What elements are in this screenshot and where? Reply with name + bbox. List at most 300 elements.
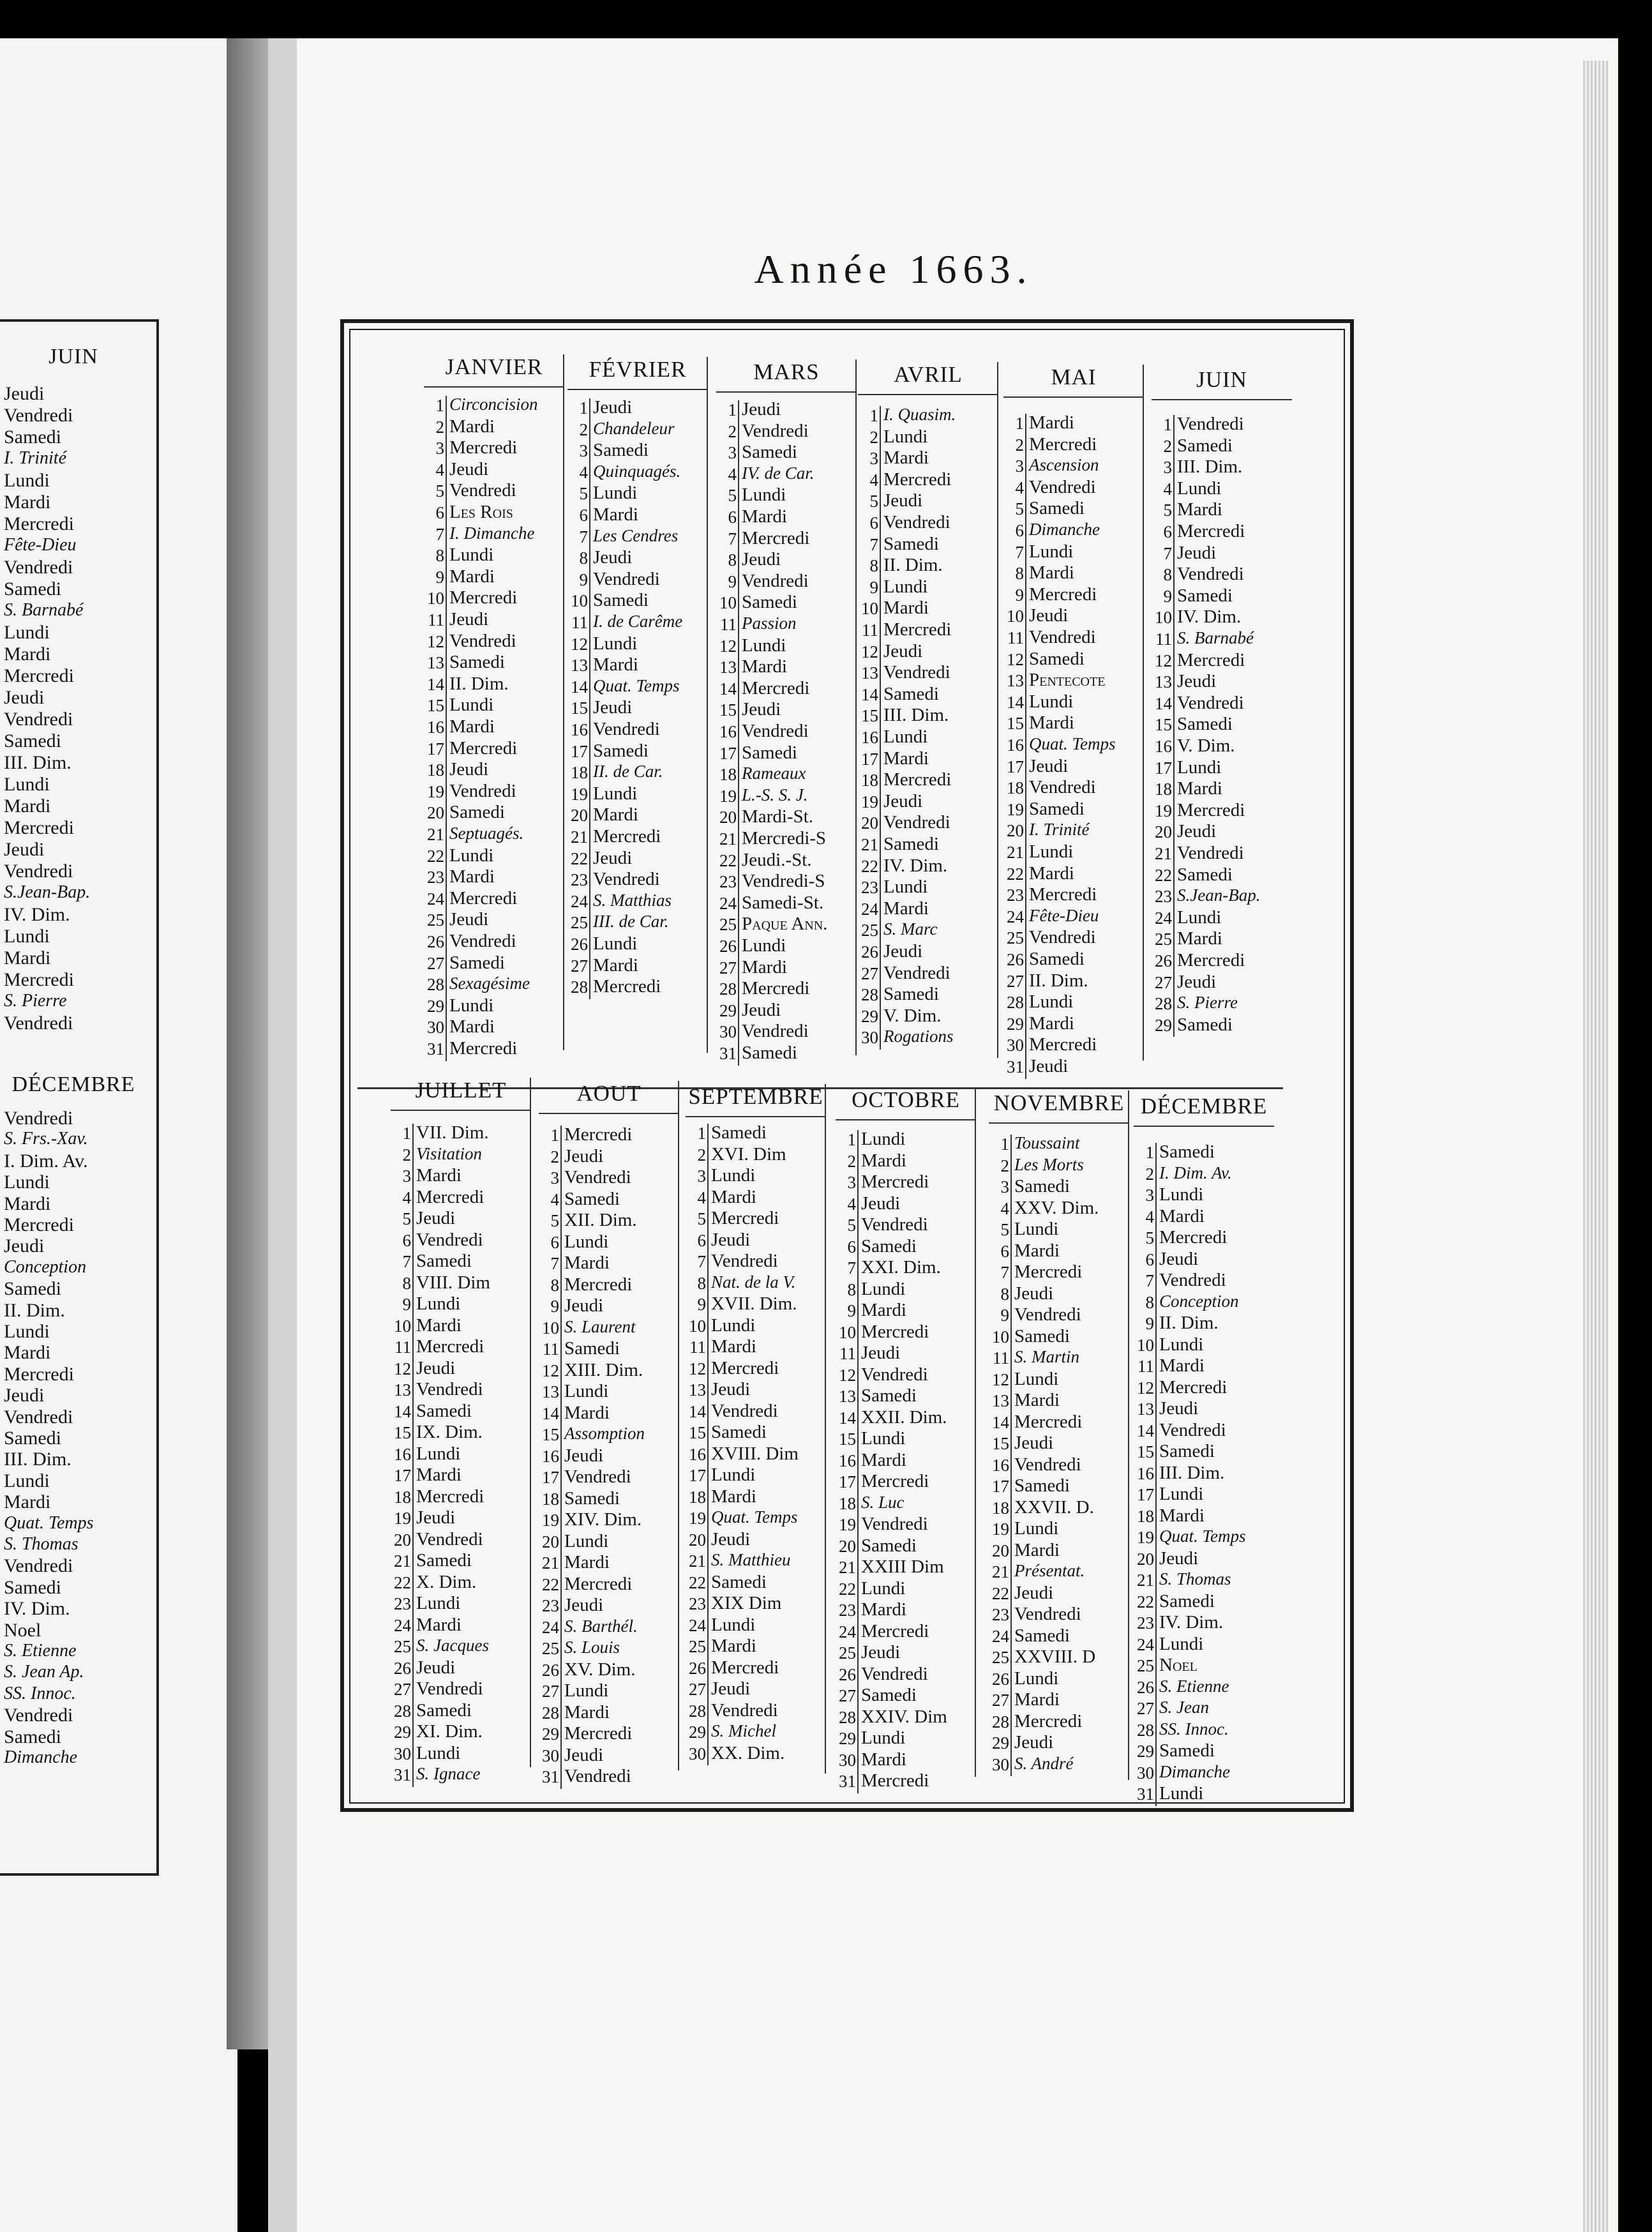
left-day-name: Vendredi [4, 1013, 73, 1034]
day-number: 2 [1163, 436, 1172, 456]
left-day-name: Mercredi [4, 1214, 74, 1235]
day-number: 4 [1000, 1198, 1009, 1218]
day-name: Présentat. [1014, 1561, 1085, 1580]
day-name: Quat. Temps [1029, 734, 1116, 753]
day-number: 14 [992, 1412, 1009, 1432]
day-name: Lundi [883, 877, 928, 898]
day-name: Mercredi [1014, 1411, 1083, 1432]
day-name: Jeudi [861, 1642, 901, 1663]
day-name: Quinquagés. [593, 461, 681, 481]
left-day-name: Lundi [4, 774, 50, 795]
day-number: 14 [1137, 1421, 1154, 1440]
day-number: 24 [839, 1622, 856, 1641]
day-number: 13 [571, 656, 588, 675]
day-number: 9 [550, 1297, 559, 1316]
day-name: Mercredi [1029, 1034, 1097, 1055]
day-name: S. Louis [564, 1638, 620, 1657]
day-number: 31 [542, 1767, 559, 1786]
day-name: S. Etienne [1159, 1676, 1229, 1696]
day-number: 26 [571, 935, 588, 954]
day-name: Mardi-St. [742, 806, 813, 827]
day-number: 18 [1137, 1506, 1154, 1526]
day-number: 22 [1137, 1592, 1154, 1611]
day-number: 4 [1163, 479, 1172, 499]
day-name: Mercredi [449, 437, 518, 458]
day-number: 30 [839, 1750, 856, 1770]
day-number: 29 [839, 1729, 856, 1748]
day-number: 27 [719, 958, 737, 977]
day-name: Lundi [593, 633, 638, 654]
day-number: 5 [1145, 1228, 1154, 1248]
day-name: Lundi [883, 576, 928, 597]
day-number: 6 [697, 1230, 706, 1250]
day-name: Vendredi [861, 1663, 928, 1684]
day-number: 8 [1000, 1284, 1009, 1304]
day-name: Samedi [416, 1251, 472, 1271]
day-name: Jeudi [449, 909, 489, 930]
day-name: Mardi [1177, 928, 1222, 949]
day-number: 10 [542, 1318, 559, 1338]
day-name: Vendredi [564, 1766, 631, 1786]
day-name: Mercredi [416, 1186, 484, 1207]
day-number: 3 [1000, 1177, 1009, 1196]
day-number: 18 [394, 1487, 411, 1507]
left-day-name: Jeudi [4, 687, 45, 708]
day-number: 8 [435, 546, 444, 566]
day-number-rule [1155, 1143, 1157, 1806]
day-number: 21 [839, 1558, 856, 1577]
day-number: 2 [697, 1145, 706, 1165]
left-day-name: Samedi [4, 1278, 61, 1300]
day-name: Septuagés. [449, 824, 524, 843]
day-name: Jeudi [861, 1193, 901, 1214]
day-name: Samedi [861, 1235, 917, 1256]
day-name: Samedi [861, 1385, 917, 1406]
day-number: 29 [1137, 1742, 1154, 1761]
column-separator [563, 354, 564, 1050]
day-number: 16 [394, 1444, 411, 1464]
month-title: SEPTEMBRE [688, 1084, 823, 1109]
day-name: Lundi [416, 1742, 461, 1763]
day-name: Mardi [883, 448, 929, 469]
left-day-name: Jeudi [4, 383, 45, 404]
left-day-name: Lundi [4, 1470, 50, 1491]
day-number: 9 [1015, 585, 1024, 605]
day-number: 14 [861, 684, 878, 704]
day-number: 10 [571, 591, 588, 611]
day-number: 17 [394, 1466, 411, 1485]
day-number: 16 [1007, 735, 1024, 755]
day-number: 26 [689, 1658, 706, 1678]
day-name: Jeudi.-St. [742, 849, 812, 870]
day-number: 2 [550, 1147, 559, 1166]
left-day-name: Vendredi [4, 709, 73, 730]
day-number: 8 [402, 1273, 411, 1293]
day-name: Vendredi [416, 1379, 483, 1399]
day-name: Vendredi [861, 1364, 928, 1385]
day-name: Noel [1159, 1655, 1198, 1675]
day-number: 3 [1015, 456, 1024, 476]
day-number: 31 [1137, 1784, 1154, 1804]
day-number: 27 [394, 1680, 411, 1699]
left-day-name: Vendredi [4, 405, 73, 426]
day-name: IV. Dim. [883, 855, 948, 876]
day-name: Mardi [1014, 1390, 1060, 1410]
day-name: XIV. Dim. [564, 1509, 642, 1530]
day-number: 7 [847, 1258, 856, 1278]
day-number: 16 [542, 1446, 559, 1466]
day-name: Mercredi [861, 1471, 929, 1491]
day-name: II. de Car. [593, 762, 663, 781]
day-number: 21 [689, 1551, 706, 1571]
day-name: Lundi [711, 1165, 756, 1186]
day-name: S. Martin [1014, 1347, 1080, 1366]
day-number: 26 [1007, 950, 1024, 969]
day-name: Samedi [564, 1488, 620, 1509]
day-number: 6 [1000, 1241, 1009, 1261]
day-number-rule [589, 398, 590, 999]
day-name: Mercredi [1177, 799, 1245, 820]
left-day-name: SS. Innoc. [4, 1683, 76, 1703]
day-number: 27 [839, 1686, 856, 1705]
day-name: Lundi [883, 727, 928, 747]
day-number: 30 [1137, 1763, 1154, 1783]
day-number: 27 [1155, 972, 1172, 992]
left-day-name: Dimanche [4, 1747, 78, 1767]
day-name: Jeudi [711, 1678, 751, 1699]
day-name: III. Dim. [1159, 1462, 1225, 1483]
day-name: Jeudi [1014, 1433, 1054, 1453]
day-name: Mercredi [1014, 1262, 1083, 1282]
day-name: Lundi [1029, 691, 1074, 712]
day-name: Mercredi [861, 1321, 929, 1342]
day-number: 26 [1137, 1677, 1154, 1697]
day-number: 25 [1155, 930, 1172, 949]
day-name: Jeudi [1159, 1548, 1199, 1569]
day-name: II. Dim. [1159, 1313, 1219, 1333]
day-name: Mercredi [1029, 434, 1097, 455]
day-name: Mardi [449, 1016, 495, 1037]
day-number: 22 [992, 1583, 1009, 1603]
left-day-name: Samedi [4, 1576, 61, 1598]
day-number: 24 [861, 899, 878, 919]
day-number: 17 [689, 1466, 706, 1485]
day-name: Mardi [1014, 1539, 1060, 1560]
day-number: 22 [542, 1574, 559, 1594]
day-name: Mercredi [1177, 649, 1245, 670]
day-name: Mardi [711, 1336, 756, 1357]
day-name: Mardi [449, 566, 495, 587]
day-name: Mercredi [449, 887, 518, 909]
day-name: Mardi [564, 1402, 610, 1423]
page-title: Année 1663. [754, 246, 1033, 292]
day-number: 23 [1007, 886, 1024, 905]
day-number: 12 [542, 1361, 559, 1380]
day-number: 25 [689, 1637, 706, 1656]
day-number: 10 [992, 1327, 1009, 1346]
day-number: 11 [839, 1344, 856, 1363]
left-decembre-title: DÉCEMBRE [11, 1073, 135, 1096]
day-number: 2 [1145, 1164, 1154, 1184]
day-name: Mardi [416, 1165, 462, 1186]
left-juin-title: JUIN [49, 345, 98, 368]
day-number: 6 [402, 1230, 411, 1250]
day-name: V. Dim. [1177, 735, 1235, 756]
day-number: 13 [394, 1380, 411, 1399]
day-number: 1 [1163, 415, 1172, 434]
day-number: 31 [394, 1765, 411, 1784]
month-title-rule [567, 389, 708, 390]
month-title-rule [686, 1116, 826, 1117]
day-name: XIX Dim [711, 1593, 782, 1613]
day-name: Fête-Dieu [1029, 905, 1099, 925]
day-number: 17 [861, 749, 878, 769]
day-name: Jeudi [861, 1343, 901, 1363]
day-number: 27 [571, 956, 588, 976]
day-number: 15 [1007, 714, 1024, 734]
day-name: Mardi [593, 954, 638, 976]
day-number: 14 [839, 1408, 856, 1428]
day-name: Samedi [742, 742, 797, 763]
day-name: Jeudi [416, 1208, 456, 1228]
day-number: 6 [579, 506, 588, 525]
day-number: 1 [435, 396, 444, 415]
day-name: Vendredi [449, 780, 516, 801]
day-name: Quat. Temps [593, 675, 680, 695]
day-number: 16 [719, 722, 737, 741]
day-number: 29 [1155, 1015, 1172, 1035]
day-number: 26 [719, 937, 737, 956]
day-name: Vendredi [564, 1167, 631, 1188]
day-name: Lundi [883, 426, 928, 447]
day-name: Samedi [883, 683, 939, 704]
column-separator [825, 1084, 826, 1774]
day-number: 20 [1137, 1549, 1154, 1569]
day-name: Vendredi [416, 1528, 483, 1550]
day-name: Lundi [449, 995, 494, 1016]
day-number: 15 [719, 700, 737, 720]
day-name: Vendredi [1029, 777, 1096, 798]
day-number: 22 [571, 848, 588, 868]
day-name: S. Jacques [416, 1636, 489, 1655]
day-name: Lundi [564, 1231, 609, 1252]
day-number: 1 [869, 406, 878, 425]
day-name: Lundi [1029, 992, 1074, 1013]
day-name: XXVIII. D [1014, 1647, 1096, 1667]
day-name: Nat. de la V. [711, 1272, 796, 1292]
day-name: Vendredi [742, 721, 809, 741]
day-name: Mercredi [449, 737, 518, 758]
day-number: 31 [1007, 1057, 1024, 1076]
day-name: Mardi [742, 506, 787, 527]
day-number: 3 [550, 1168, 559, 1188]
month-title-rule [836, 1119, 976, 1120]
day-name: Lundi [861, 1728, 906, 1748]
day-name: Mercredi [711, 1357, 779, 1378]
left-day-name: Mardi [4, 644, 51, 665]
day-name: Samedi [1159, 1142, 1215, 1162]
day-name: Jeudi [883, 941, 923, 961]
day-number: 10 [427, 589, 444, 608]
day-name: Jeudi [416, 1507, 456, 1528]
day-number: 31 [719, 1044, 737, 1063]
day-number: 11 [1138, 1357, 1154, 1376]
day-number: 8 [869, 556, 878, 576]
day-name: Mardi [861, 1449, 906, 1470]
day-name: Samedi [449, 952, 505, 973]
day-number: 28 [861, 985, 878, 1005]
day-name: Vendredi [861, 1514, 928, 1534]
day-number: 13 [1155, 672, 1172, 692]
day-name: S. Marc [883, 919, 938, 939]
day-name: Samedi [711, 1122, 767, 1143]
day-name: Mercredi [416, 1486, 484, 1507]
left-day-name: S. Etienne [4, 1641, 77, 1661]
day-number: 1 [728, 400, 737, 419]
day-name: Vendredi [711, 1251, 778, 1271]
month-title: DÉCEMBRE [1140, 1094, 1268, 1119]
day-number: 21 [542, 1553, 559, 1572]
day-number: 16 [992, 1455, 1009, 1475]
day-number: 18 [992, 1498, 1009, 1518]
day-number: 15 [571, 698, 588, 718]
day-name: Jeudi [564, 1145, 604, 1166]
day-name: Lundi [593, 933, 638, 954]
month-title-rule [1003, 396, 1144, 398]
day-number: 5 [847, 1216, 856, 1235]
day-number: 15 [427, 696, 444, 716]
left-day-name: Mardi [4, 1342, 51, 1364]
day-number: 30 [992, 1754, 1009, 1774]
day-number: 31 [839, 1772, 856, 1791]
day-number: 7 [1000, 1263, 1009, 1282]
day-name: Mardi [861, 1300, 906, 1320]
day-number: 24 [992, 1626, 1009, 1646]
day-number: 27 [1137, 1699, 1154, 1718]
day-number: 30 [1007, 1036, 1024, 1055]
day-number: 6 [1163, 522, 1172, 541]
day-name: Mardi [416, 1315, 462, 1336]
day-name: Samedi [1177, 714, 1233, 735]
day-name: XXVII. D. [1014, 1497, 1094, 1518]
day-number: 24 [1007, 907, 1024, 926]
day-name: Vendredi [1014, 1304, 1081, 1325]
day-name: Mardi [416, 1465, 462, 1485]
day-name: X. Dim. [416, 1571, 477, 1592]
day-name: XI. Dim. [416, 1721, 483, 1742]
day-number: 10 [1155, 608, 1172, 628]
day-number: 14 [719, 679, 737, 698]
month-title-rule [1152, 399, 1292, 400]
day-name: Jeudi [1159, 1398, 1199, 1419]
day-number: 7 [1015, 542, 1024, 562]
day-number: 11 [1155, 630, 1172, 649]
day-number: 17 [1007, 757, 1024, 776]
day-name: XXV. Dim. [1014, 1197, 1099, 1218]
day-name: IV. de Car. [742, 463, 815, 483]
day-name: Samedi [1014, 1176, 1070, 1196]
day-number: 27 [1007, 971, 1024, 991]
day-number: 25 [394, 1637, 411, 1656]
day-name: Samedi [1177, 585, 1233, 606]
day-name: Jeudi [742, 549, 781, 570]
day-name: I. Dimanche [449, 523, 535, 543]
day-name: Vendredi [883, 812, 950, 833]
column-separator [707, 357, 708, 1053]
day-name: Lundi [742, 485, 786, 506]
day-name: Mercredi [742, 978, 810, 999]
day-name: Mardi [711, 1636, 756, 1656]
day-number: 19 [394, 1509, 411, 1528]
day-name: III. Dim. [883, 705, 949, 726]
left-day-name: Vendredi [4, 1555, 73, 1577]
day-name: Lundi [1014, 1668, 1059, 1689]
day-name: Samedi [593, 740, 649, 761]
day-name: Jeudi [564, 1445, 604, 1466]
day-name: Samedi [1159, 1441, 1215, 1461]
day-name: III. Dim. [1177, 456, 1243, 478]
day-number: 3 [697, 1166, 706, 1186]
day-name: Vendredi [861, 1214, 928, 1235]
left-day-name: Mardi [4, 492, 51, 513]
day-number: 7 [550, 1254, 559, 1273]
day-number: 9 [847, 1301, 856, 1320]
day-number: 9 [579, 569, 588, 589]
day-name: Passion [742, 614, 797, 633]
day-number: 2 [402, 1145, 411, 1165]
day-number: 27 [689, 1680, 706, 1699]
day-number: 16 [427, 718, 444, 737]
day-name: Mardi [861, 1150, 906, 1171]
day-name: Lundi [1014, 1518, 1059, 1539]
day-name: Vendredi-S [742, 871, 825, 892]
day-name: Lundi [1029, 541, 1074, 562]
left-day-name: IV. Dim. [4, 1598, 70, 1620]
day-number: 29 [689, 1723, 706, 1742]
day-name: III. de Car. [593, 912, 669, 931]
day-number: 23 [861, 878, 878, 898]
day-name: Mercredi [711, 1657, 779, 1678]
day-name: Vendredi [1177, 692, 1244, 713]
column-separator [1143, 365, 1144, 1060]
month-title-rule [424, 386, 564, 388]
day-name: Lundi [1029, 841, 1074, 862]
left-day-name: Lundi [4, 1321, 50, 1342]
day-number-rule [560, 1126, 562, 1789]
day-number: 7 [435, 524, 444, 544]
day-number: 8 [550, 1275, 559, 1295]
day-name: Mercredi [1177, 950, 1245, 970]
day-number: 11 [428, 610, 444, 630]
day-number: 2 [869, 427, 878, 447]
day-name: Samedi [883, 984, 939, 1005]
month-title: JUILLET [415, 1078, 507, 1103]
month-title: JANVIER [445, 354, 543, 379]
day-name: Lundi [742, 935, 786, 956]
day-name: Vendredi [1177, 564, 1244, 585]
day-name: Mercredi [449, 587, 518, 608]
day-number: 4 [869, 470, 878, 490]
day-number: 28 [394, 1701, 411, 1721]
day-name: Samedi [593, 440, 649, 461]
day-name: Vendredi [742, 420, 809, 441]
day-name: Mardi [1029, 863, 1074, 884]
day-name: Jeudi [1029, 1056, 1069, 1076]
day-name: Mercredi [711, 1208, 779, 1228]
day-name: Samedi [1177, 1014, 1233, 1035]
day-number: 1 [579, 398, 588, 418]
day-number: 7 [1163, 543, 1172, 563]
